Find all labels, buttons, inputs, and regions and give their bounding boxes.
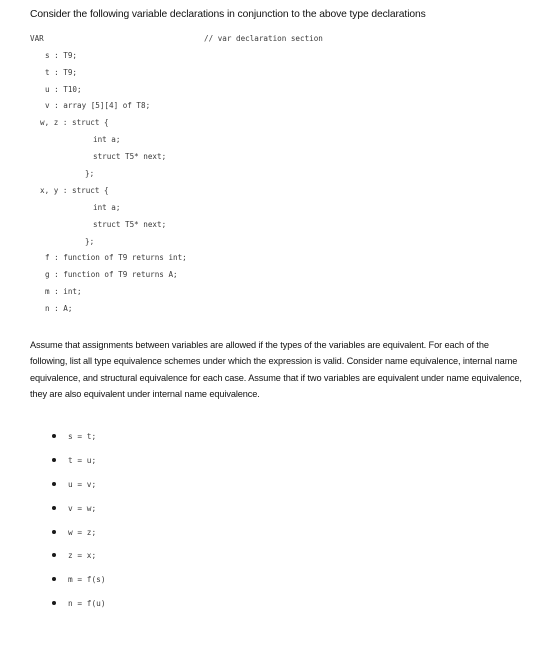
code-line: t : T9; [45, 68, 78, 77]
list-item [52, 454, 97, 466]
instructions-paragraph: Assume that assignments between variables are allowed if the types of the variables are equivalent. For each of the following, list all type equivalence schemes under which the expression is valid. Consider name equivalence, internal name equivalence, and structural equivalence for each case. Assume that if two variables are equivalent under name equivalence, they are also equivalent under internal name equivalence. [30, 340, 522, 399]
code-line: u : T10; [45, 85, 82, 94]
expression-text: n = f(u) [68, 598, 106, 608]
code-line: x, y : struct { [40, 186, 109, 195]
expression-text: w = z; [68, 527, 97, 537]
list-item [52, 549, 97, 561]
code-line: f : function of T9 returns int; [45, 253, 187, 262]
code-line: w, z : struct { [40, 118, 109, 127]
code-line: }; [85, 237, 95, 246]
bullet-icon [52, 458, 56, 462]
code-line: n : A; [45, 304, 73, 313]
bullet-icon [52, 530, 56, 534]
list-item [52, 526, 97, 538]
code-line: g : function of T9 returns A; [45, 270, 178, 279]
question-heading: Consider the following variable declarations in conjunction to the above type declarations [30, 9, 426, 20]
code-line: struct T5* next; [93, 152, 167, 161]
list-item [52, 430, 97, 442]
bullet-icon [52, 482, 56, 486]
code-line: }; [85, 169, 95, 178]
expression-text: u = v; [68, 479, 97, 489]
code-line: int a; [93, 135, 121, 144]
var-keyword: VAR [30, 34, 44, 43]
expression-text: z = x; [68, 550, 97, 560]
list-item [52, 502, 97, 514]
code-line: m : int; [45, 287, 82, 296]
bullet-icon [52, 577, 56, 581]
expression-text: s = t; [68, 431, 97, 441]
bullet-icon [52, 601, 56, 605]
code-line: v : array [5][4] of T8; [45, 101, 151, 110]
expression-text: t = u; [68, 455, 97, 465]
list-item [52, 478, 97, 490]
code-comment: // var declaration section [204, 34, 323, 43]
code-line: s : T9; [45, 51, 78, 60]
code-line: int a; [93, 203, 121, 212]
bullet-icon [52, 506, 56, 510]
list-item [52, 573, 106, 585]
expression-text: v = w; [68, 503, 97, 513]
code-line: struct T5* next; [93, 220, 167, 229]
expression-text: m = f(s) [68, 574, 106, 584]
bullet-icon [52, 434, 56, 438]
list-item [52, 597, 106, 609]
bullet-icon [52, 553, 56, 557]
